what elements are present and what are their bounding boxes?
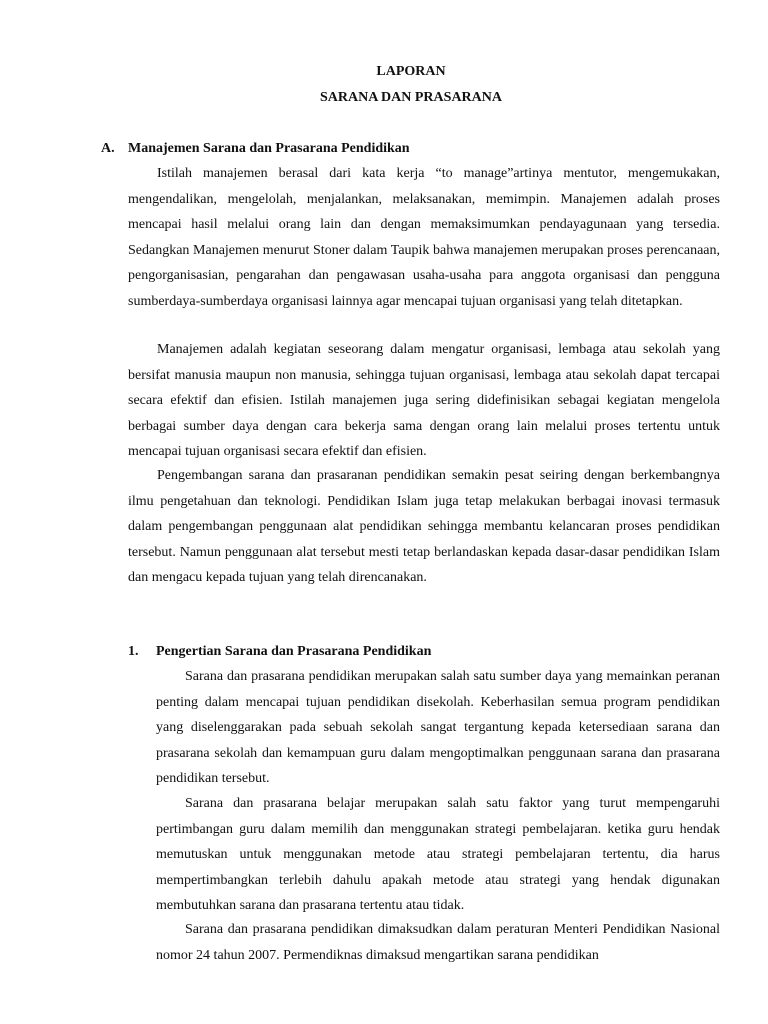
section-1-paragraph-3: Sarana dan prasarana pendidikan dimaksudkan dalam peraturan Menteri Pendidikan Nasional nomor 24 tahun 2007. Permendiknas dimaksud mengartikan sarana pendidikan [156,922,720,963]
section-a-paragraph-1: Istilah manajemen berasal dari kata kerja “to manage”artinya mentutor, mengemukakan, mengendalikan, mengelolah, menjalankan, melaksanakan, memimpin. Manajemen adalah proses mencapai hasil melalui orang lain dan dengan memaksimumkan pendayagunaan yang tersedia. Sedangkan Manajemen menurut Stoner dalam Taupik bahwa manajemen merupakan proses perencanaan, pengorganisasian, pengarahan dan pengawasan usaha-usaha para anggota organisasi dan pengguna sumberdaya-sumberdaya organisasi lainnya agar mencapai tujuan organisasi yang telah ditetapkan. [128,166,720,309]
report-subtitle: SARANA DAN PRASARANA [319,90,502,105]
section-a-paragraph-2: Manajemen adalah kegiatan seseorang dalam mengatur organisasi, lembaga atau sekolah yang bersifat manusia maupun non manusia, sehingga tujuan organisasi, lembaga atau sekolah dapat tercapai secara efektif dan efisien. Istilah manajemen juga sering didefinisikan sebagai kegiatan mengelola berbagai sumber daya dengan cara bekerja sama dengan orang lain melalui proses tertentu untuk mencapai tujuan organisasi secara efektif dan efisien. [128,342,720,459]
section-1-paragraph-2: Sarana dan prasarana belajar merupakan salah satu faktor yang turut mempengaruhi pertimbangan guru dalam memilih dan menggunakan strategi pembelajaran. ketika guru hendak memutuskan untuk menggunakan metode atau strategi pembelajaran tertentu, dia harus mempertimbangkan terlebih dahulu apakah metode atau strategi yang hendak digunakan membutuhkan sarana dan prasarana tertentu atau tidak. [156,796,720,913]
section-a-paragraph-3: Pengembangan sarana dan prasaranan pendidikan semakin pesat seiring dengan berkembangnya ilmu pengetahuan dan teknologi. Pendidikan Islam juga tetap melakukan berbagai inovasi termasuk dalam pengembangan penggunaan alat pendidikan sehingga membantu kelancaran proses pendidikan tersebut. Namun penggunaan alat tersebut mesti tetap berlandaskan kepada dasar-dasar pendidikan Islam dan mengacu kepada tujuan yang telah direncanakan. [128,468,720,585]
section-1-marker: 1. [128,644,139,659]
section-1-heading: Pengertian Sarana dan Prasarana Pendidikan [156,644,432,659]
section-1-paragraph-1: Sarana dan prasarana pendidikan merupakan salah satu sumber daya yang memainkan peranan penting dalam mencapai tujuan pendidikan disekolah. Keberhasilan semua program pendidikan yang diselenggarakan pada sebuah sekolah sangat tergantung kepada ketersediaan sarana dan prasarana sekolah dan kemampuan guru dalam mengoptimalkan penggunaan sarana dan prasarana pendidikan tersebut. [156,669,720,786]
section-a-marker: A. [101,141,115,156]
report-title: LAPORAN [376,64,446,79]
section-a-heading: Manajemen Sarana dan Prasarana Pendidikan [128,141,410,156]
